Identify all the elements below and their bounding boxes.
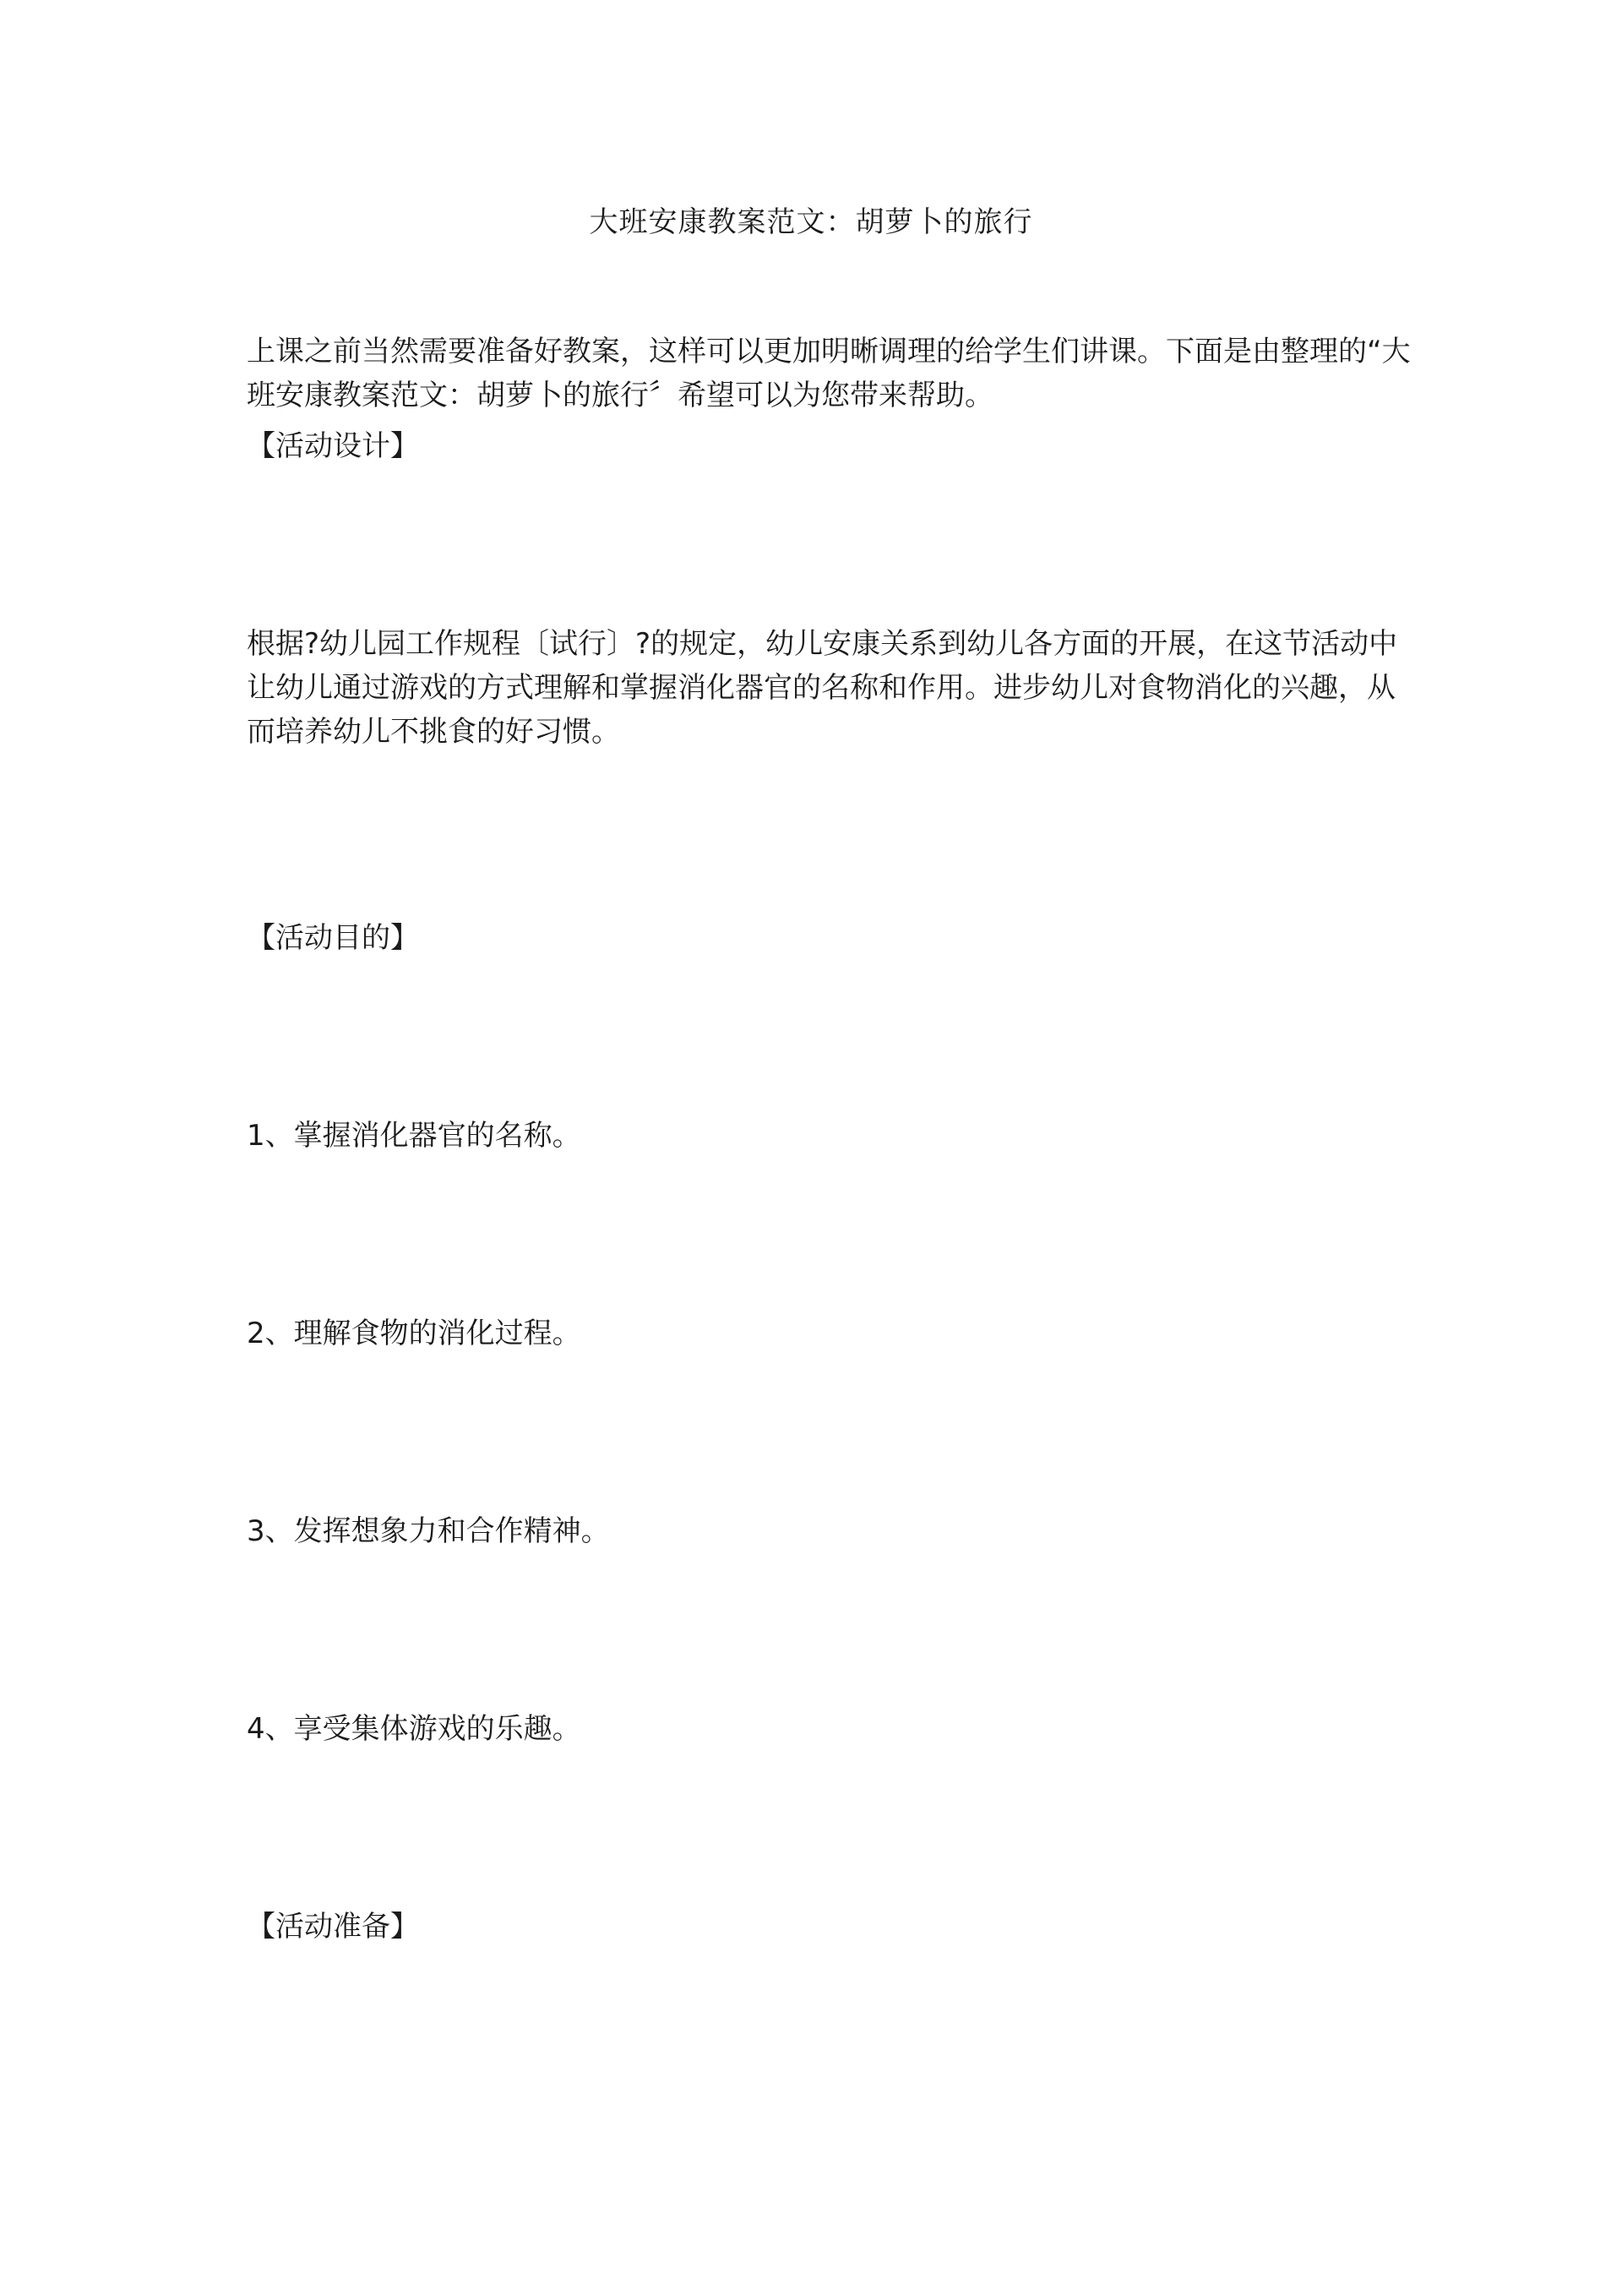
intro-line: 上课之前当然需要准备好教案，这样可以更加明晰调理的给学生们讲课。下面是由整理的“大 (247, 335, 1411, 368)
section-heading-goals: 【活动目的】 (247, 921, 419, 955)
goal-item: 4、享受集体游戏的乐趣。 (247, 1712, 581, 1746)
goal-item: 3、发挥想象力和合作精神。 (247, 1514, 610, 1548)
design-line: 让幼儿通过游戏的方式理解和掌握消化器官的名称和作用。进步幼儿对食物消化的兴趣，从 (247, 671, 1396, 705)
design-line: 而培养幼儿不挑食的好习惯。 (247, 715, 620, 749)
design-line: 根据?幼儿园工作规程〔试行〕?的规定，幼儿安康关系到幼儿各方面的开展，在这节活动中 (247, 627, 1398, 661)
intro-paragraph (247, 330, 1411, 417)
section-heading-prep: 【活动准备】 (247, 1910, 419, 1944)
intro-line: 班安康教案范文：胡萝卜的旅行〞希望可以为您带来帮助。 (247, 379, 993, 412)
design-paragraph (247, 622, 1398, 754)
goal-item: 1、掌握消化器官的名称。 (247, 1119, 581, 1153)
document-title: 大班安康教案范文：胡萝卜的旅行 (589, 205, 1033, 239)
goal-item: 2、理解食物的消化过程。 (247, 1317, 581, 1350)
section-heading-design: 【活动设计】 (247, 429, 419, 463)
